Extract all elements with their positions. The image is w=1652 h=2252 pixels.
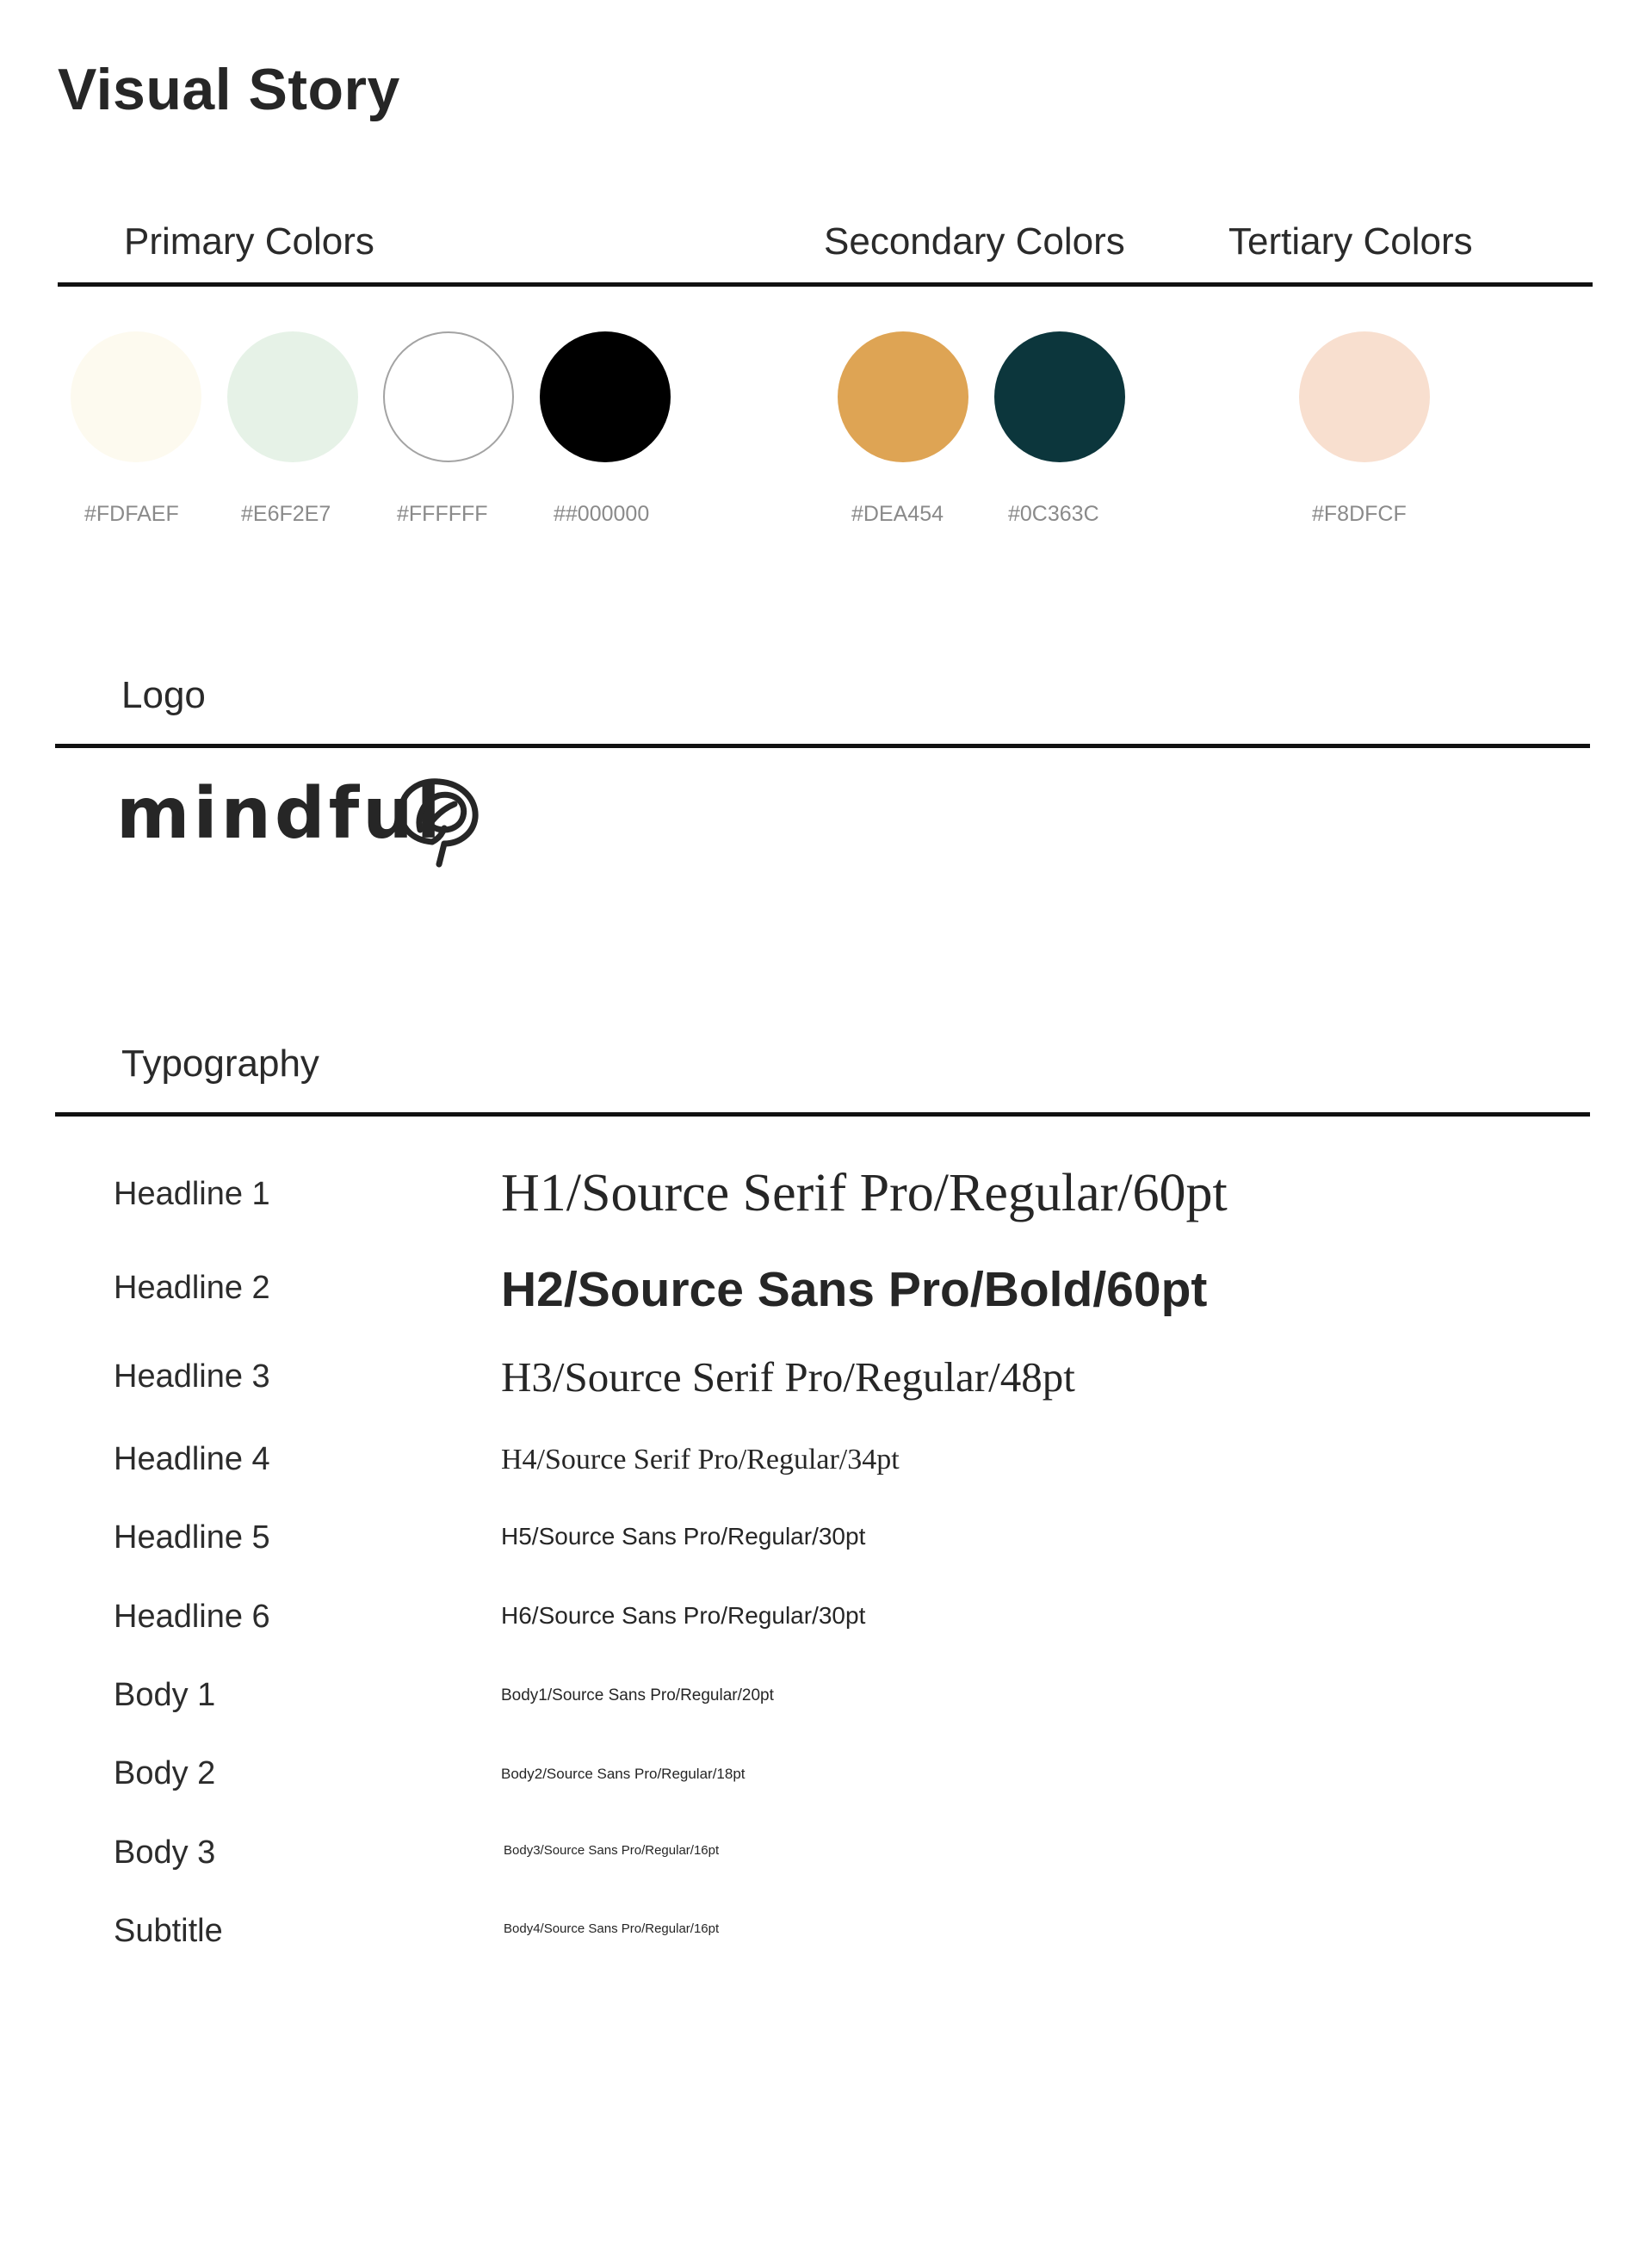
swatch-primary-3 (383, 331, 514, 462)
logo-wordmark: mindful (116, 773, 444, 855)
primary-colors-heading: Primary Colors (124, 220, 374, 263)
type-label-body-3: Body 3 (114, 1834, 216, 1871)
swatch-primary-2 (227, 331, 358, 462)
type-sample-h2: H2/Source Sans Pro/Bold/60pt (501, 1262, 1208, 1317)
type-sample-body-2: Body2/Source Sans Pro/Regular/18pt (501, 1766, 746, 1782)
type-sample-body-3: Body3/Source Sans Pro/Regular/16pt (504, 1843, 720, 1858)
type-sample-h4: H4/Source Serif Pro/Regular/34pt (501, 1444, 900, 1476)
type-sample-subtitle: Body4/Source Sans Pro/Regular/16pt (504, 1921, 720, 1936)
swatch-secondary-2 (994, 331, 1125, 462)
swatch-secondary-1 (838, 331, 968, 462)
secondary-colors-heading: Secondary Colors (824, 220, 1125, 263)
type-label-body-1: Body 1 (114, 1677, 216, 1713)
colors-divider (58, 282, 1593, 287)
type-label-headline-4: Headline 4 (114, 1441, 270, 1477)
type-sample-h3: H3/Source Serif Pro/Regular/48pt (501, 1353, 1075, 1401)
type-sample-h5: H5/Source Sans Pro/Regular/30pt (501, 1523, 866, 1550)
swatch-tertiary-1 (1299, 331, 1430, 462)
type-sample-h6: H6/Source Sans Pro/Regular/30pt (501, 1602, 866, 1629)
type-sample-h1: H1/Source Serif Pro/Regular/60pt (501, 1164, 1228, 1222)
type-label-subtitle: Subtitle (114, 1913, 223, 1949)
type-sample-body-1: Body1/Source Sans Pro/Regular/20pt (501, 1686, 774, 1704)
hex-label-primary-4: ##000000 (554, 502, 650, 526)
hex-label-primary-1: #FDFAEF (84, 502, 179, 526)
logo-divider (55, 744, 1590, 748)
leaf-pin-icon (394, 776, 484, 869)
type-label-headline-2: Headline 2 (114, 1270, 270, 1306)
type-label-body-2: Body 2 (114, 1755, 216, 1791)
page-title: Visual Story (58, 57, 400, 122)
hex-label-secondary-1: #DEA454 (851, 502, 944, 526)
type-label-headline-5: Headline 5 (114, 1519, 270, 1556)
typography-divider (55, 1112, 1590, 1117)
typography-heading: Typography (121, 1042, 319, 1085)
type-label-headline-6: Headline 6 (114, 1599, 270, 1635)
logo-heading: Logo (121, 674, 206, 716)
swatch-primary-4 (540, 331, 671, 462)
hex-label-primary-3: #FFFFFF (397, 502, 488, 526)
type-label-headline-1: Headline 1 (114, 1176, 270, 1212)
swatch-primary-1 (71, 331, 201, 462)
hex-label-secondary-2: #0C363C (1008, 502, 1099, 526)
hex-label-primary-2: #E6F2E7 (241, 502, 331, 526)
tertiary-colors-heading: Tertiary Colors (1228, 220, 1473, 263)
type-label-headline-3: Headline 3 (114, 1358, 270, 1395)
hex-label-tertiary-1: #F8DFCF (1312, 502, 1407, 526)
